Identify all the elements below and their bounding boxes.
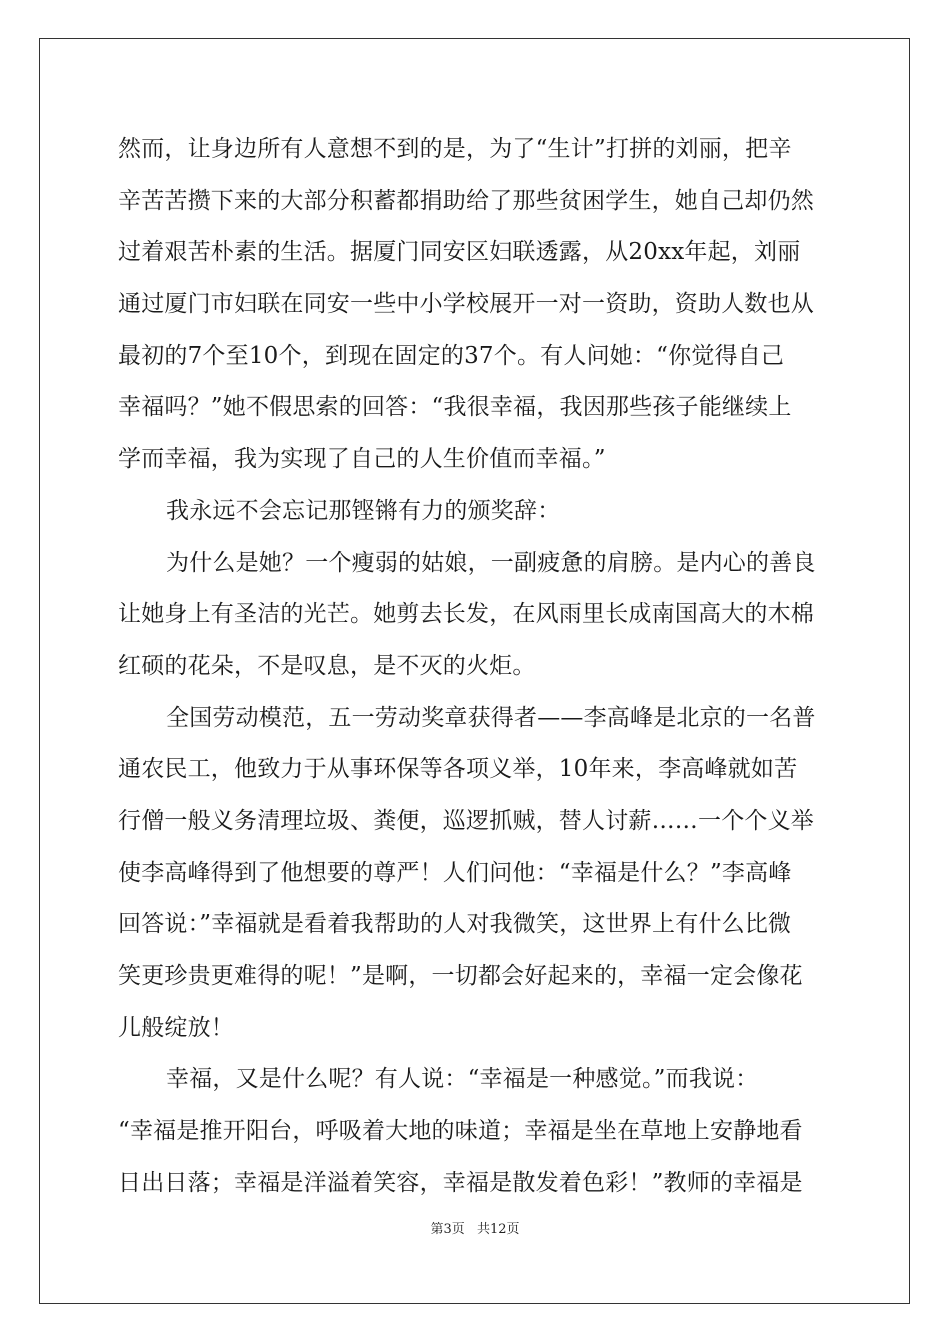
text-line: 学而幸福，我为实现了自己的人生价值而幸福。” bbox=[118, 446, 606, 473]
text-line: 回答说：”幸福就是看着我帮助的人对我微笑，这世界上有什么比微 bbox=[118, 911, 792, 938]
text-line: 笑更珍贵更难得的呢！”是啊，一切都会好起来的，幸福一定会像花 bbox=[118, 963, 803, 989]
document-body bbox=[118, 124, 832, 1209]
text-line: “幸福是推开阳台，呼吸着大地的味道；幸福是坐在草地上安静地看 bbox=[118, 1118, 803, 1145]
text-line: 日出日落；幸福是洋溢着笑容，幸福是散发着色彩！”教师的幸福是 bbox=[118, 1169, 803, 1196]
text-line: 行僧一般义务清理垃圾、粪便，巡逻抓贼，替人讨薪……一个个义举 bbox=[118, 807, 814, 834]
page-footer bbox=[0, 1218, 950, 1237]
paragraph-start: 我永远不会忘记那铿锵有力的颁奖辞： bbox=[166, 497, 561, 524]
text-line: 儿般绽放！ bbox=[118, 1014, 234, 1041]
paragraph-start: 幸福，又是什么呢？有人说：“幸福是一种感觉。”而我说： bbox=[166, 1066, 759, 1093]
text-line: 通农民工，他致力于从事环保等各项义举，10年来，李高峰就如苦 bbox=[118, 756, 798, 783]
text-line: 幸福吗？”她不假思索的回答：“我很幸福，我因那些孩子能继续上 bbox=[118, 394, 792, 421]
text-line: 让她身上有圣洁的光芒。她剪去长发，在风雨里长成南国高大的木棉 bbox=[118, 601, 814, 628]
page-number: 第3页 bbox=[430, 1222, 465, 1237]
text-line: 通过厦门市妇联在同安一些中小学校展开一对一资助，资助人数也从 bbox=[118, 291, 814, 318]
text-line: 最初的7个至10个，到现在固定的37个。有人问她：“你觉得自己 bbox=[118, 342, 785, 369]
page-total: 共12页 bbox=[476, 1222, 520, 1237]
text-line: 使李高峰得到了他想要的尊严！人们问他：“幸福是什么？”李高峰 bbox=[118, 859, 792, 886]
text-line: 然而，让身边所有人意想不到的是，为了“生计”打拼的刘丽，把辛 bbox=[118, 136, 792, 162]
paragraph-start: 全国劳动模范，五一劳动奖章获得者——李高峰是北京的一名普 bbox=[166, 704, 816, 731]
paragraph-start: 为什么是她？一个瘦弱的姑娘，一副疲惫的肩膀。是内心的善良 bbox=[166, 549, 816, 576]
text-line: 红硕的花朵，不是叹息，是不灭的火炬。 bbox=[118, 652, 536, 679]
text-line: 辛苦苦攒下来的大部分积蓄都捐助给了那些贫困学生，她自己却仍然 bbox=[118, 187, 814, 214]
text-line: 过着艰苦朴素的生活。据厦门同安区妇联透露，从20xx年起，刘丽 bbox=[118, 239, 801, 266]
